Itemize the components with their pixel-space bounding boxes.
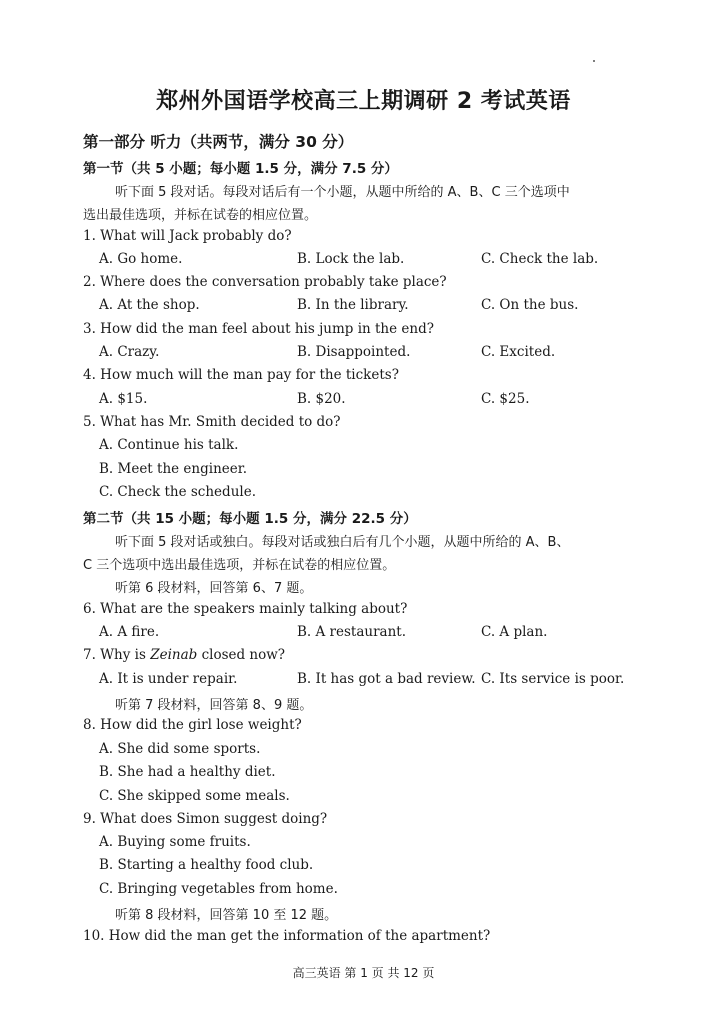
- question-7-stem-start: 7. Why is: [83, 647, 151, 663]
- question-9-option-a: A. Buying some fruits.: [99, 834, 251, 850]
- question-7-stem: [83, 647, 285, 663]
- question-1-stem: 1. What will Jack probably do?: [83, 228, 292, 244]
- question-3-option-a: A. Crazy.: [99, 344, 160, 360]
- question-7-option-a: A. It is under repair.: [99, 671, 238, 687]
- question-1-option-a: A. Go home.: [99, 251, 183, 267]
- question-4-option-a: A. $15.: [99, 391, 148, 407]
- section-two-heading: 第二节（共 15 小题；每小题 1.5 分，满分 22.5 分）: [83, 511, 417, 527]
- question-6-option-a: A. A fire.: [99, 624, 160, 640]
- question-1-option-b: B. Lock the lab.: [297, 251, 405, 267]
- question-4-option-c: C. $25.: [481, 391, 530, 407]
- question-9-option-b: B. Starting a healthy food club.: [99, 857, 314, 873]
- question-9-stem: 9. What does Simon suggest doing?: [83, 811, 328, 827]
- section-one-heading: 第一节（共 5 小题；每小题 1.5 分，满分 7.5 分）: [83, 161, 398, 177]
- question-7-option-c: C. Its service is poor.: [481, 671, 625, 687]
- question-8-option-c: C. She skipped some meals.: [99, 788, 290, 804]
- question-8-stem: 8. How did the girl lose weight?: [83, 717, 302, 733]
- page-footer: 高三英语 第 1 页 共 12 页: [292, 966, 435, 980]
- question-6-option-c: C. A plan.: [481, 624, 548, 640]
- question-1-option-c: C. Check the lab.: [481, 251, 599, 267]
- section-two-instruction-line-2: C 三个选项中选出最佳选项，并标在试卷的相应位置。: [83, 558, 396, 573]
- material-6-note: 听第 6 段材料，回答第 6、7 题。: [115, 581, 313, 596]
- question-7-option-b: B. It has got a bad review.: [297, 671, 476, 687]
- question-2-option-c: C. On the bus.: [481, 297, 579, 313]
- page-title: 郑州外国语学校高三上期调研 2 考试英语: [156, 89, 571, 114]
- section-one-instruction-line-1: 听下面 5 段对话。每段对话后有一个小题，从题中所给的 A、B、C 三个选项中: [115, 185, 570, 200]
- section-one-instruction-line-2: 选出最佳选项，并标在试卷的相应位置。: [83, 208, 318, 223]
- question-6-option-b: B. A restaurant.: [297, 624, 406, 640]
- question-8-option-b: B. She had a healthy diet.: [99, 764, 276, 780]
- question-8-option-a: A. She did some sports.: [99, 741, 261, 757]
- question-3-stem: 3. How did the man feel about his jump in the end?: [83, 321, 434, 337]
- question-5-option-c: C. Check the schedule.: [99, 484, 256, 500]
- question-9-option-c: C. Bringing vegetables from home.: [99, 881, 338, 897]
- question-7-stem-end: closed now?: [197, 647, 286, 663]
- question-5-stem: 5. What has Mr. Smith decided to do?: [83, 414, 341, 430]
- question-3-option-c: C. Excited.: [481, 344, 556, 360]
- question-2-option-a: A. At the shop.: [99, 297, 200, 313]
- question-2-option-b: B. In the library.: [297, 297, 409, 313]
- scan-speck: [593, 60, 595, 62]
- question-5-option-b: B. Meet the engineer.: [99, 461, 247, 477]
- part-one-heading: 第一部分 听力（共两节，满分 30 分）: [83, 133, 354, 151]
- material-7-note: 听第 7 段材料，回答第 8、9 题。: [115, 698, 313, 713]
- question-2-stem: 2. Where does the conversation probably take place?: [83, 274, 447, 290]
- question-10-stem: 10. How did the man get the information of the apartment?: [83, 928, 491, 944]
- question-5-option-a: A. Continue his talk.: [99, 437, 239, 453]
- section-two-instruction-line-1: 听下面 5 段对话或独白。每段对话或独白后有几个小题，从题中所给的 A、B、: [115, 535, 570, 550]
- question-7-restaurant-name: Zeinab: [150, 647, 198, 663]
- material-8-note: 听第 8 段材料，回答第 10 至 12 题。: [115, 908, 338, 923]
- question-4-option-b: B. $20.: [297, 391, 346, 407]
- question-4-stem: 4. How much will the man pay for the tickets?: [83, 367, 399, 383]
- question-6-stem: 6. What are the speakers mainly talking about?: [83, 601, 408, 617]
- question-3-option-b: B. Disappointed.: [297, 344, 411, 360]
